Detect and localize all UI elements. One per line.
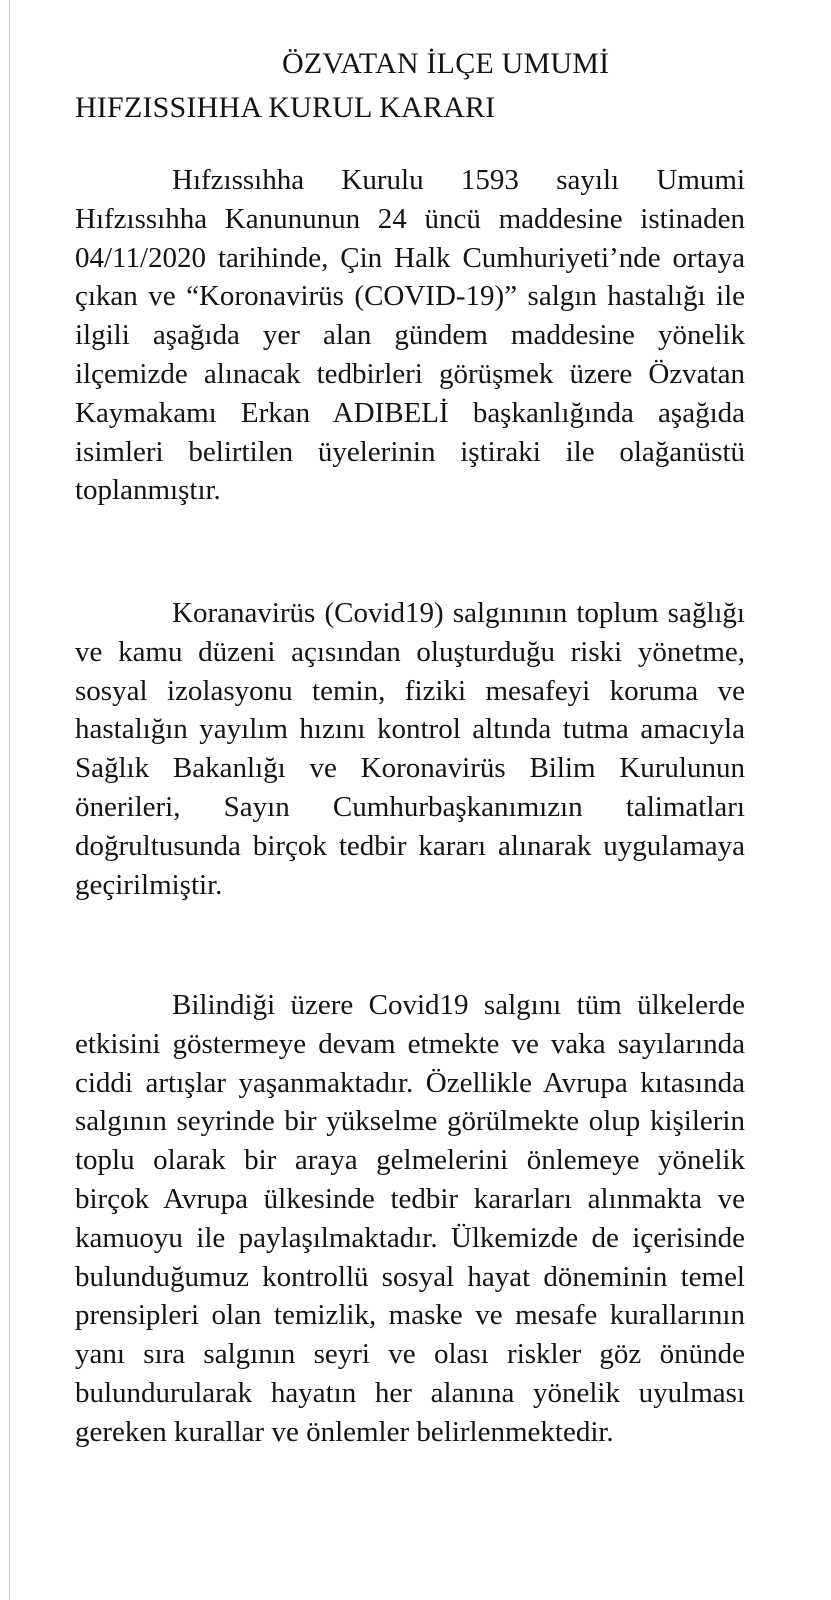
paragraph-measures-taken: Koranavirüs (Covid19) salgınının toplum sağlığı ve kamu düzeni açısından oluşturduğu riski yönetme, sosyal izolasyonu temin, fiziki mesafeyi koruma ve hastalığın yayılım hızını kontrol altında tutma amacıyla Sağlık Bakanlığı ve Koronavirüs Bilim Kurulunun önerileri, Sayın Cumhurbaşkanımızın talimatları doğrultusunda birçok tedbir kararı alınarak uygulamaya geçirilmiştir.: [75, 597, 745, 901]
document-title-line-2: HIFZISSIHHA KURUL KARARI: [75, 91, 496, 124]
paragraph-current-situation: Bilindiği üzere Covid19 salgını tüm ülkelerde etkisini göstermeye devam etmekte ve vaka sayılarında ciddi artışlar yaşanmaktadır. Özellikle Avrupa kıtasında salgının seyrinde bir yükselme görülmekte olup kişilerin toplu olarak bir araya gelmelerini önlemeye yönelik birçok Avrupa ülkesinde tedbir kararları alınmakta ve kamuoyu ile paylaşılmaktadır. Ülkemizde de içerisinde bulunduğumuz kontrollü sosyal hayat döneminin temel prensipleri olan temizlik, maske ve mesafe kurallarının yanı sıra salgının seyri ve olası riskler göz önünde bulundurularak hayatın her alanına yönelik uyulması gereken kurallar ve önlemler belirlenmektedir.: [75, 989, 745, 1448]
paragraph-meeting-intro: Hıfzıssıhha Kurulu 1593 sayılı Umumi Hıfzıssıhha Kanununun 24 üncü maddesine istinaden 04/11/2020 tarihinde, Çin Halk Cumhuriyeti’nde ortaya çıkan ve “Koronavirüs (COVID-19)” salgın hastalığı ile ilgili aşağıda yer alan gündem maddesine yönelik ilçemizde alınacak tedbirleri görüşmek üzere Özvatan Kaymakamı Erkan ADIBELİ başkanlığında aşağıda isimleri belirtilen üyelerinin iştiraki ile olağanüstü toplanmıştır.: [75, 164, 745, 507]
page-edge-divider: [9, 0, 10, 1600]
document-title-line-1: ÖZVATAN İLÇE UMUMİ: [282, 47, 610, 80]
